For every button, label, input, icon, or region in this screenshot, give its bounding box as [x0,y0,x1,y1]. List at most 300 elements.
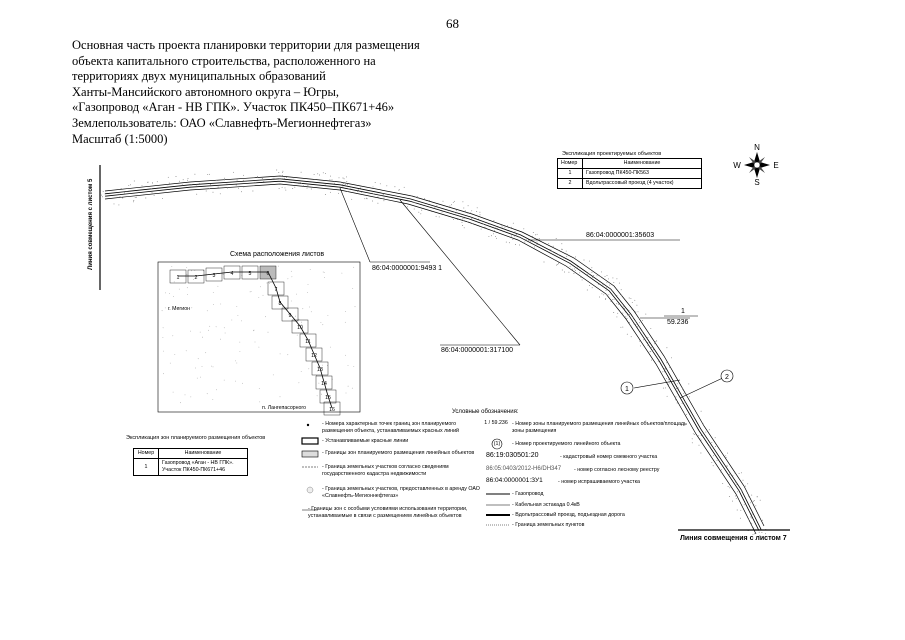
vegetation-dot [285,187,286,188]
inset-dot [238,315,239,316]
vegetation-dot [120,196,121,197]
legend-right-4: - номер согласно лесному реестру [574,467,660,473]
vegetation-dot [513,223,514,224]
vegetation-dot [179,181,180,182]
vegetation-dot [539,238,540,239]
inset-dot [299,382,300,383]
vegetation-dot [509,242,510,243]
vegetation-dot [654,343,655,344]
vegetation-dot [319,175,320,176]
vegetation-dot [257,177,258,178]
inset-dot [353,366,354,367]
vegetation-dot [462,225,463,226]
vegetation-dot [622,327,623,328]
vegetation-dot [453,202,454,203]
vegetation-dot [612,299,613,300]
vegetation-dot [398,190,399,191]
inset-dot [191,307,192,308]
legend-right-3: - кадастровый номер смежного участка [560,454,658,460]
vegetation-dot [462,222,463,223]
vegetation-dot [243,186,244,187]
vegetation-dot [550,250,551,251]
vegetation-dot [682,388,683,389]
vegetation-dot [639,318,640,319]
vegetation-dot [748,496,749,497]
vegetation-dot [470,213,471,214]
vegetation-dot [373,186,374,187]
objects-table-title: Экспликация проектируемых объектов [562,151,662,157]
vegetation-dot [556,238,557,239]
vegetation-dot [601,293,602,294]
inset-dot [297,335,298,336]
inset-dot [322,365,323,366]
vegetation-dot [383,200,384,201]
inset-dot [200,377,201,378]
inset-dot [236,363,237,364]
vegetation-dot [121,188,122,189]
vegetation-dot [373,194,374,195]
cadastral-label-2: 86:04:0000001:9493 1 [372,265,443,272]
vegetation-dot [284,178,285,179]
vegetation-dot [207,174,208,175]
inset-dot [241,321,242,322]
vegetation-dot [226,184,227,185]
vegetation-dot [502,226,503,227]
legend-left-3: - Границы зон планируемого размещения линейных объектов [322,450,475,456]
vegetation-dot [666,378,667,379]
inset-dot [345,322,346,323]
vegetation-dot [281,179,282,180]
vegetation-dot [463,208,464,209]
vegetation-dot [570,266,571,267]
vegetation-dot [618,304,619,305]
vegetation-dot [488,236,489,237]
vegetation-dot [372,201,373,202]
vegetation-dot [514,236,515,237]
vegetation-dot [347,191,348,192]
vegetation-dot [476,211,477,212]
vegetation-dot [735,482,736,483]
vegetation-dot [194,174,195,175]
vegetation-dot [729,487,730,488]
vegetation-dot [135,197,136,198]
inset-sheet-number: 1 [176,275,180,281]
inset-dot [200,332,201,333]
vegetation-dot [358,190,359,191]
vegetation-dot [671,357,672,358]
vegetation-dot [725,455,726,456]
inset-sheet-number: 2 [194,275,198,281]
vegetation-dot [623,306,624,307]
vegetation-dot [361,192,362,193]
vegetation-dot [741,472,742,473]
inset-dot [202,337,203,338]
inset-dot [220,339,221,340]
vegetation-dot [346,181,347,182]
vegetation-dot [101,195,102,196]
vegetation-dot [340,182,341,183]
vegetation-dot [151,189,152,190]
vegetation-dot [647,337,648,338]
vegetation-dot [587,290,588,291]
legend-left-4: - Граница земельных участков согласно сведениям государственного кадастра недвижимости [322,464,449,477]
vegetation-dot [631,336,632,337]
inset-dot [224,327,225,328]
vegetation-dot [651,360,652,361]
vegetation-dot [167,184,168,185]
vegetation-dot [699,445,700,446]
vegetation-dot [332,179,333,180]
vegetation-dot [558,262,559,263]
vegetation-dot [566,253,567,254]
inset-sheet-number: 11 [305,339,311,345]
inset-dot [172,335,173,336]
legend-symbol-cad-adjacent: 86:19:030501:20 [486,452,539,459]
vegetation-dot [562,270,563,271]
vegetation-dot [526,239,527,240]
inset-sheet-number: 4 [230,271,234,277]
vegetation-dot [382,195,383,196]
vegetation-dot [650,351,651,352]
vegetation-dot [765,533,766,534]
vegetation-dot [480,214,481,215]
vegetation-dot [747,483,748,484]
vegetation-dot [323,172,324,173]
vegetation-dot [639,341,640,342]
vegetation-dot [484,227,485,228]
vegetation-dot [467,213,468,214]
vegetation-dot [562,249,563,250]
inset-dot [295,316,296,317]
inset-dot [163,351,164,352]
inset-dot [165,308,166,309]
vegetation-dot [348,188,349,189]
inset-frame [158,262,360,412]
inset-dot [195,368,196,369]
inset-dot [207,393,208,394]
inset-dot [324,272,325,273]
vegetation-dot [606,282,607,283]
vegetation-dot [152,192,153,193]
vegetation-dot [629,298,630,299]
vegetation-dot [330,192,331,193]
inset-dot [311,311,312,312]
vegetation-dot [464,218,465,219]
vegetation-dot [627,318,628,319]
inset-dot [301,322,302,323]
vegetation-dot [168,177,169,178]
vegetation-dot [152,183,153,184]
vegetation-dot [497,228,498,229]
inset-dot [348,365,349,366]
vegetation-dot [495,236,496,237]
vegetation-dot [692,438,693,439]
vegetation-dot [183,179,184,180]
vegetation-dot [676,396,677,397]
inset-dot [198,358,199,359]
vegetation-dot [501,225,502,226]
vegetation-dot [273,178,274,179]
vegetation-dot [292,182,293,183]
vegetation-dot [508,227,509,228]
vegetation-dot [616,303,617,304]
vegetation-dot [190,185,191,186]
inset-dot [185,395,186,396]
vegetation-dot [611,301,612,302]
header-line-6: Землепользователь: ОАО «Славнефть-Мегионнефтегаз» [72,115,372,130]
vegetation-dot [689,396,690,397]
vegetation-dot [467,221,468,222]
vegetation-dot [597,275,598,276]
vegetation-dot [575,256,576,257]
vegetation-dot [677,391,678,392]
vegetation-dot [384,198,385,199]
vegetation-dot [238,188,239,189]
page-number: 68 [446,16,459,31]
inset-dot [280,396,281,397]
vegetation-dot [114,203,115,204]
vegetation-dot [537,244,538,245]
vegetation-dot [124,192,125,193]
vegetation-dot [642,331,643,332]
legend-left-6: - Границы зон с особыми условиями использования территории, устанавливаемые в связи с размещением линейных объектов [308,506,468,519]
vegetation-dot [698,435,699,436]
vegetation-dot [667,396,668,397]
vegetation-dot [417,197,418,198]
vegetation-dot [199,183,200,184]
inset-sheet-number: 10 [297,325,303,331]
vegetation-dot [642,320,643,321]
vegetation-dot [593,275,594,276]
inset-dot [342,273,343,274]
inset-dot [346,393,347,394]
vegetation-dot [420,213,421,214]
vegetation-dot [739,473,740,474]
vegetation-dot [377,197,378,198]
vegetation-dot [761,532,762,533]
inset-dot [258,297,259,298]
vegetation-dot [666,362,667,363]
vegetation-dot [675,399,676,400]
vegetation-dot [339,177,340,178]
vegetation-dot [658,361,659,362]
vegetation-dot [745,486,746,487]
vegetation-dot [421,210,422,211]
vegetation-dot [655,341,656,342]
vegetation-dot [613,312,614,313]
vegetation-dot [386,185,387,186]
vegetation-dot [699,438,700,439]
vegetation-dot [511,236,512,237]
vegetation-dot [605,298,606,299]
inset-dot [278,266,279,267]
vegetation-dot [142,185,143,186]
inset-dot [280,354,281,355]
vegetation-dot [351,186,352,187]
vegetation-dot [252,191,253,192]
vegetation-dot [621,295,622,296]
vegetation-dot [456,213,457,214]
vegetation-dot [650,328,651,329]
vegetation-dot [589,285,590,286]
vegetation-dot [414,209,415,210]
vegetation-dot [651,347,652,348]
vegetation-dot [301,172,302,173]
vegetation-dot [457,219,458,220]
legend-right-7: - Кабельная эстакада 0.4кВ [512,502,580,508]
inset-sheet-number: 13 [317,367,323,373]
inset-sheet-number: 12 [311,353,317,359]
vegetation-dot [753,501,754,502]
vegetation-dot [616,288,617,289]
vegetation-dot [102,196,103,197]
vegetation-dot [415,197,416,198]
vegetation-dot [504,227,505,228]
inset-dot [317,395,318,396]
vegetation-dot [334,183,335,184]
vegetation-dot [196,194,197,195]
table-row: 2 Вдольтрассовый проезд (4 участок) [558,179,702,189]
vegetation-dot [573,273,574,274]
inset-dot [224,380,225,381]
vegetation-dot [282,172,283,173]
vegetation-dot [554,259,555,260]
vegetation-dot [732,501,733,502]
vegetation-dot [463,220,464,221]
vegetation-dot [715,437,716,438]
vegetation-dot [664,371,665,372]
vegetation-dot [592,277,593,278]
vegetation-dot [366,198,367,199]
inset-dot [203,270,204,271]
zones-table-title: Экспликация зон планируемого размещения объектов [126,435,266,441]
vegetation-dot [171,189,172,190]
inset-dot [242,383,243,384]
vegetation-dot [701,440,702,441]
vegetation-dot [707,439,708,440]
inset-dot [330,347,331,348]
vegetation-dot [628,310,629,311]
vegetation-dot [681,387,682,388]
vegetation-dot [617,313,618,314]
vegetation-dot [737,510,738,511]
inset-dot [235,381,236,382]
vegetation-dot [619,283,620,284]
vegetation-dot [616,278,617,279]
compass-rose-icon [744,152,770,178]
inset-dot [322,324,323,325]
vegetation-dot [451,204,452,205]
vegetation-dot [577,266,578,267]
inset-dot [173,392,174,393]
vegetation-dot [627,314,628,315]
inset-dot [169,293,170,294]
compass-e: E [773,161,779,170]
inset-dot [165,293,166,294]
vegetation-dot [516,234,517,235]
vegetation-dot [636,305,637,306]
header-line-7: Масштаб (1:5000) [72,131,168,146]
vegetation-dot [241,191,242,192]
inset-dot [269,283,270,284]
vegetation-dot [616,295,617,296]
vegetation-dot [750,516,751,517]
vegetation-dot [206,191,207,192]
header-line-3: территориях двух муниципальных образований [72,69,326,84]
inset-dot [345,311,346,312]
vegetation-dot [744,504,745,505]
inset-dot [273,375,274,376]
vegetation-dot [207,186,208,187]
vegetation-dot [157,181,158,182]
vegetation-dot [338,193,339,194]
vegetation-dot [548,243,549,244]
vegetation-dot [582,279,583,280]
vegetation-dot [243,175,244,176]
object-number-2: 2 [725,374,729,381]
inset-dot [310,269,311,270]
vegetation-dot [462,201,463,202]
vegetation-dot [750,502,751,503]
inset-dot [190,397,191,398]
vegetation-dot [133,201,134,202]
inset-dot [163,337,164,338]
vegetation-dot [677,403,678,404]
vegetation-dot [298,183,299,184]
inset-dot [187,287,188,288]
vegetation-dot [357,191,358,192]
objects-col-number: Номер [558,159,583,169]
inset-dot [268,332,269,333]
inset-dot [207,310,208,311]
vegetation-dot [103,191,104,192]
vegetation-dot [677,383,678,384]
vegetation-dot [630,325,631,326]
vegetation-dot [614,299,615,300]
vegetation-dot [658,356,659,357]
vegetation-dot [740,510,741,511]
vegetation-dot [743,480,744,481]
vegetation-dot [532,236,533,237]
vegetation-dot [342,184,343,185]
vegetation-dot [713,455,714,456]
vegetation-dot [701,435,702,436]
vegetation-dot [471,210,472,211]
vegetation-dot [552,251,553,252]
inset-dot [323,272,324,273]
vegetation-dot [759,532,760,533]
vegetation-dot [133,200,134,201]
vegetation-dot [624,309,625,310]
vegetation-dot [496,238,497,239]
inset-dot [288,278,289,279]
vegetation-dot [665,369,666,370]
vegetation-dot [628,315,629,316]
vegetation-dot [633,317,634,318]
vegetation-dot [613,291,614,292]
objects-table [557,158,702,189]
vegetation-dot [538,239,539,240]
vegetation-dot [468,205,469,206]
vegetation-dot [557,264,558,265]
vegetation-dot [639,322,640,323]
vegetation-dot [512,239,513,240]
inset-town-1: г. Мегион [168,306,190,312]
inset-dot [216,389,217,390]
inset-dot [213,304,214,305]
vegetation-dot [601,271,602,272]
legend-right-9: - Граница земельных пунктов [512,522,585,528]
